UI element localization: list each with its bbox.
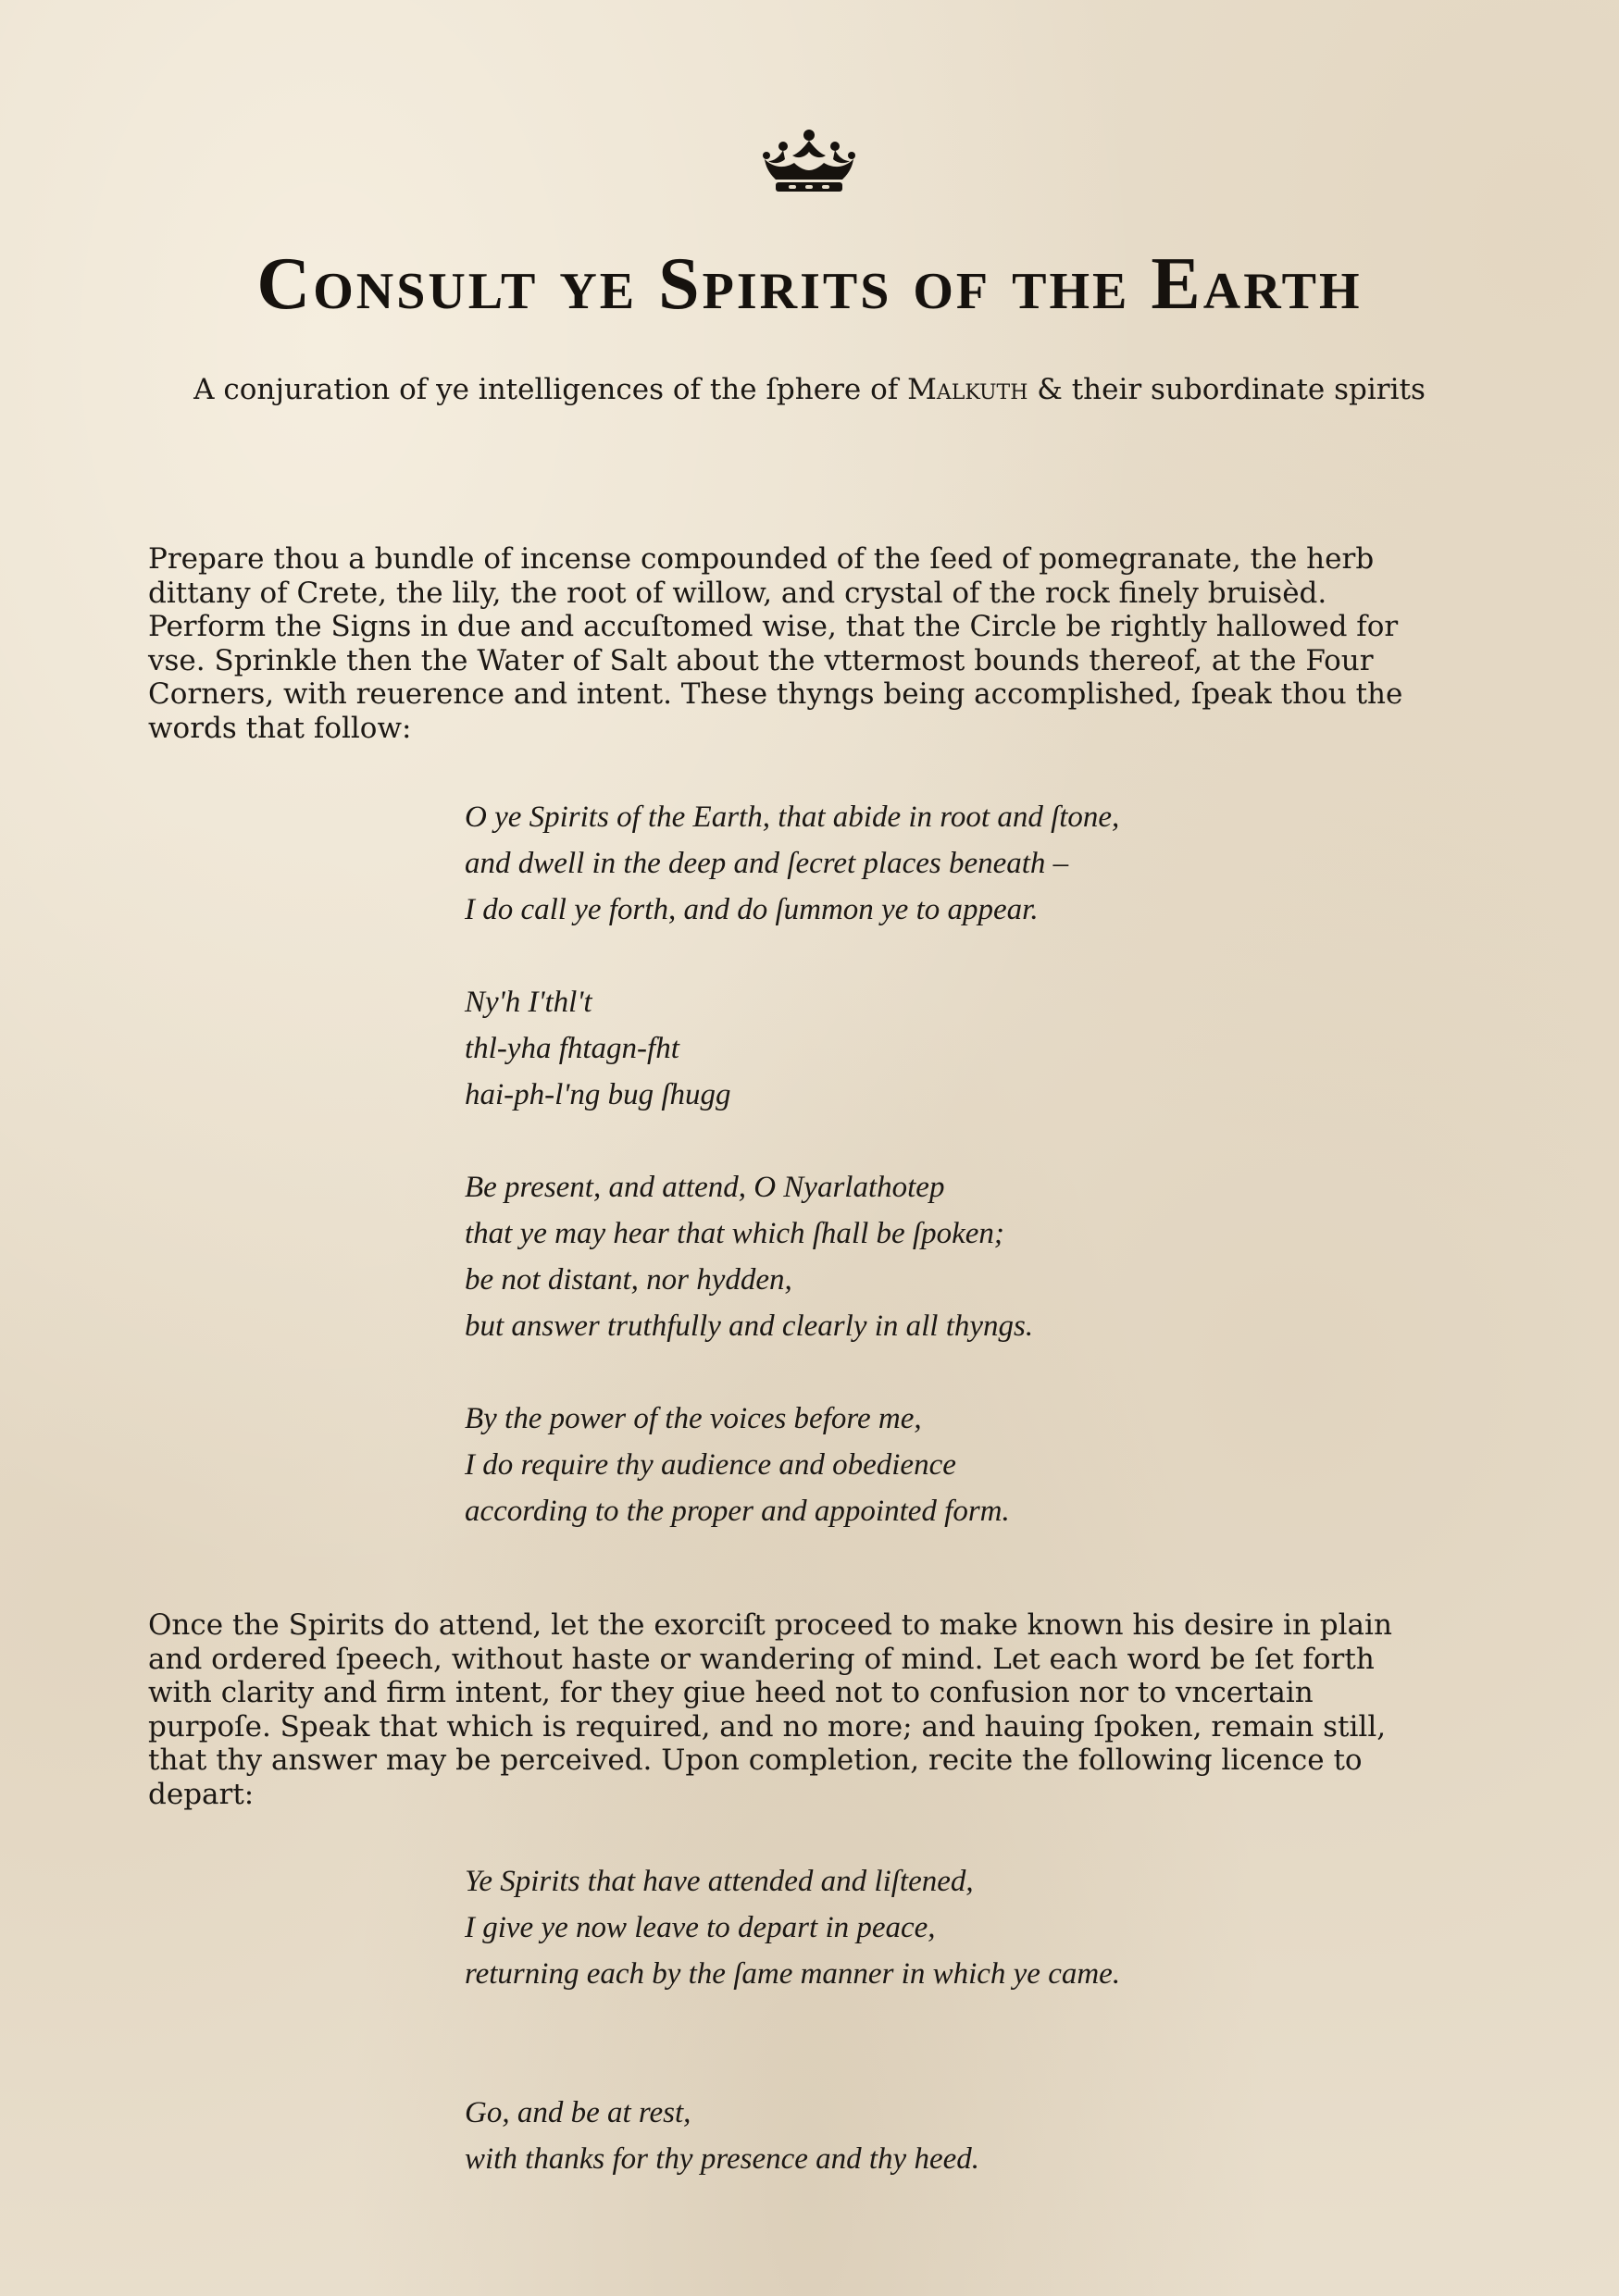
subtitle-text-end: & their subordinate spirits xyxy=(1027,373,1426,406)
verse-line: but answer truthfully and clearly in all thyngs. xyxy=(465,1309,1034,1343)
page-title: Consult ye Spirits of the Earth xyxy=(256,243,1363,325)
prose-line: dittany of Crete, the lily, the root of willow, and crystal of the rock finely bruisèd. xyxy=(148,576,1327,610)
verse-line: O ye Spirits of the Earth, that abide in root and ſtone, xyxy=(465,800,1120,834)
crown-icon xyxy=(757,128,861,194)
verse-line: I do require thy audience and obedience xyxy=(465,1448,956,1482)
verse-line: I give ye now leave to depart in peace, xyxy=(465,1911,936,1944)
verse-line: I do call ye forth, and do ſummon ye to appear. xyxy=(465,893,1039,926)
prose-line: Corners, with reuerence and intent. These thyngs being accomplished, ſpeak thou the xyxy=(148,677,1403,711)
verse-line: Be present, and attend, O Nyarlathotep xyxy=(465,1171,945,1204)
prose-line: vse. Sprinkle then the Water of Salt about the vttermost bounds thereof, at the Four xyxy=(148,643,1374,677)
invocation-stanza-1 xyxy=(465,794,1483,933)
licence-stanza-2 xyxy=(465,2090,1483,2182)
prose-line: words that follow: xyxy=(148,711,412,745)
prose-line: and ordered ſpeech, without haste or wandering of mind. Let each word be ſet forth xyxy=(148,1642,1375,1676)
prose-line: Prepare thou a bundle of incense compounded of the ſeed of pomegranate, the herb xyxy=(148,542,1375,576)
verse-line: hai-ph-l'ng bug ſhugg xyxy=(465,1078,731,1111)
verse-line: be not distant, nor hydden, xyxy=(465,1263,792,1297)
subtitle-text: A conjuration of ye intelligences of the ſphere of xyxy=(193,373,908,406)
verse-line: returning each by the ſame manner in which ye came. xyxy=(465,1957,1121,1991)
verse-line: By the power of the voices before me, xyxy=(465,1402,922,1435)
page-subtitle xyxy=(0,373,1619,406)
verse-line: thl-yha fhtagn-fht xyxy=(465,1032,679,1065)
procedure-paragraph xyxy=(148,1608,1472,1811)
prose-line: depart: xyxy=(148,1777,255,1811)
instructions-paragraph xyxy=(148,542,1472,745)
prose-line: Once the Spirits do attend, let the exorciſt proceed to make known his desire in plain xyxy=(148,1608,1392,1642)
verse-line: Ny'h I'thl't xyxy=(465,986,592,1019)
prose-line: that thy answer may be perceived. Upon completion, recite the following licence to xyxy=(148,1744,1363,1777)
invocation-stanza-3 xyxy=(465,1164,1483,1349)
invocation-stanza-2 xyxy=(465,979,1483,1118)
licence-stanza-1 xyxy=(465,1858,1483,1997)
verse-line: Go, and be at rest, xyxy=(465,2096,691,2129)
verse-line: Ye Spirits that have attended and liſtened, xyxy=(465,1865,974,1898)
prose-line: with clarity and firm intent, for they giue heed not to confusion nor to vncertain xyxy=(148,1676,1314,1709)
verse-line: according to the proper and appointed form. xyxy=(465,1495,1010,1528)
invocation-stanza-4 xyxy=(465,1396,1483,1534)
verse-line: with thanks for thy presence and thy heed. xyxy=(465,2142,979,2176)
prose-line: Perform the Signs in due and accuſtomed wise, that the Circle be rightly hallowed for xyxy=(148,610,1399,643)
verse-line: that ye may hear that which ſhall be ſpoken; xyxy=(465,1217,1004,1250)
prose-line: purpoſe. Speak that which is required, and no more; and hauing ſpoken, remain still, xyxy=(148,1709,1387,1744)
subtitle-sphere-name: Malkuth xyxy=(907,373,1028,406)
verse-line: and dwell in the deep and ſecret places beneath – xyxy=(465,847,1069,880)
